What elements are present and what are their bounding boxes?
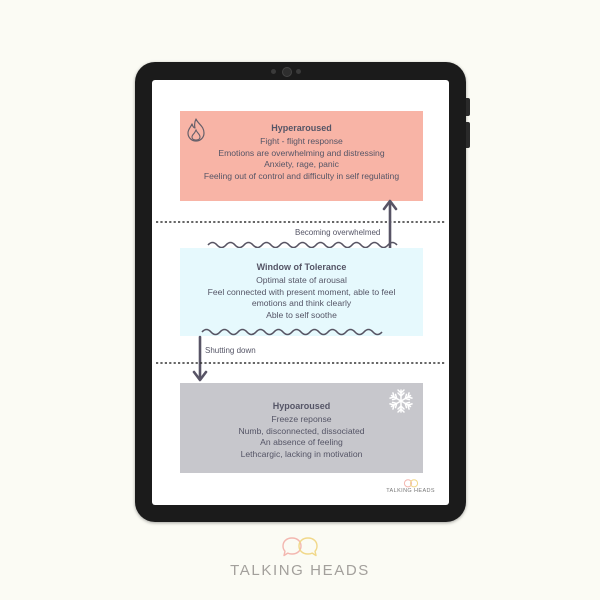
sensor-dot [296,69,301,74]
tablet-screen [152,80,449,505]
sensor-dot [271,69,276,74]
speech-bubbles-icon [281,536,319,558]
snowflake-icon [389,389,413,413]
brand-name-small: TALKING HEADS [386,488,435,494]
tolerance-lower-boundary [152,361,449,365]
brand-name: TALKING HEADS [230,562,370,579]
becoming-overwhelmed-label: Becoming overwhelmed [295,228,381,237]
brand-logo-small [386,479,435,494]
camera-bar [135,67,466,77]
hypoaroused-title: Hypoaroused [272,401,331,411]
brand-logo [0,536,600,579]
hypoaroused-line: An absence of feeling [260,437,343,448]
hyperaroused-line: Emotions are overwhelming and distressing [218,147,385,158]
volume-down-button [466,122,470,148]
speech-bubbles-icon [403,479,419,488]
hypoaroused-line: Numb, disconnected, dissociated [238,425,365,436]
shutting-down-label: Shutting down [205,346,256,355]
hyperaroused-line: Anxiety, rage, panic [264,159,339,170]
hyperaroused-box [180,111,423,201]
hyperaroused-line: Fight - flight response [260,135,343,146]
window-line: emotions and think clearly [251,298,352,309]
hyperaroused-line: Feeling out of control and difficulty in self regulating [203,171,400,182]
window-title: Window of Tolerance [256,262,347,272]
hypoaroused-box [180,383,423,473]
window-line: Optimal state of arousal [256,274,347,285]
window-line: Able to self soothe [266,310,337,321]
flame-icon [185,118,207,142]
hypoaroused-line: Lethcargic, lacking in motivation [240,449,363,460]
hyperaroused-title: Hyperaroused [271,123,332,133]
down-arrow-icon [192,335,208,385]
tolerance-upper-boundary [152,220,449,224]
lower-wave [202,327,384,337]
volume-up-button [466,98,470,116]
window-of-tolerance-box [180,248,423,336]
camera-lens-icon [282,67,292,77]
window-line: Feel connected with present moment, able to feel [207,286,396,297]
hypoaroused-line: Freeze reponse [271,413,332,424]
